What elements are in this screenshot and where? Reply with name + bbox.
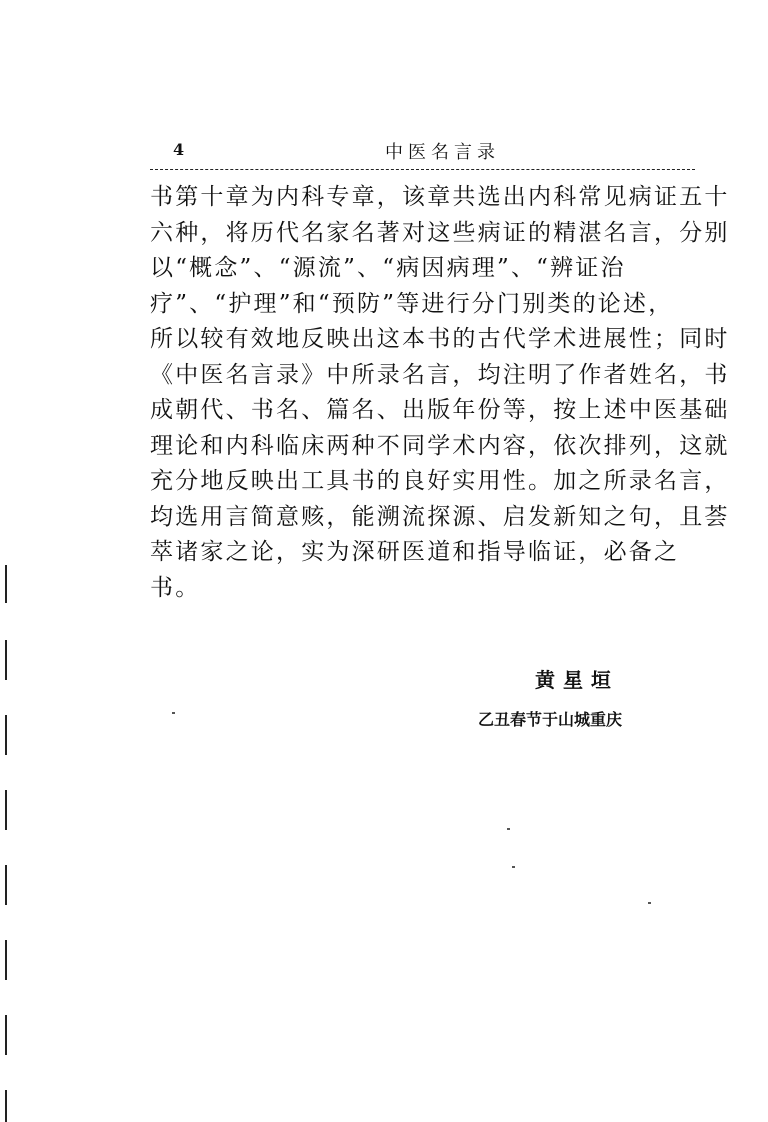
page-number: 4: [173, 140, 185, 159]
header-rule: [150, 169, 695, 170]
scan-margin-mark: [5, 1090, 7, 1122]
text-line: 充分地反映出工具书的良好实用性。加之所录名言，: [150, 468, 730, 494]
text-line: 书第十章为内科专章，该章共选出内科常见病证五十: [150, 184, 730, 210]
text-line: 以“概念”、“源流”、“病因病理”、“辨证治: [150, 255, 626, 281]
scan-margin-mark: [5, 865, 7, 905]
text-line: 理论和内科临床两种不同学术内容，依次排列，这就: [150, 432, 730, 459]
running-title: 中医名言录: [385, 142, 500, 163]
scan-speck: [512, 866, 515, 868]
text-line: 六种，将历代名家名著对这些病证的精湛名言，分别: [150, 219, 730, 246]
author-signature: 黄星垣: [535, 668, 619, 692]
signature-date-place: 乙丑春节于山城重庆: [478, 710, 623, 729]
text-line: 书。: [150, 574, 201, 601]
scan-margin-mark: [5, 940, 7, 980]
scan-speck: [507, 828, 510, 830]
text-line: 成朝代、书名、篇名、出版年份等，按上述中医基础: [150, 397, 730, 423]
text-line: 《中医名言录》中所录名言，均注明了作者姓名，书: [150, 361, 730, 388]
scan-margin-mark: [5, 790, 7, 830]
text-line: 均选用言简意赅，能溯流探源、启发新知之句，且荟: [150, 503, 730, 530]
scan-margin-mark: [5, 1015, 7, 1055]
scan-margin-mark: [5, 715, 7, 755]
scan-margin-mark: [5, 565, 7, 603]
scan-speck: [648, 902, 651, 904]
text-line: 萃诸家之论，实为深研医道和指导临证，必备之: [150, 539, 680, 565]
body-paragraph: [150, 180, 730, 606]
scan-margin-mark: [5, 640, 7, 680]
text-line: 所以较有效地反映出这本书的古代学术进展性；同时: [150, 326, 730, 352]
text-line: 疗”、“护理”和“预防”等进行分门别类的论述，: [150, 290, 674, 317]
scan-speck: [172, 712, 175, 714]
